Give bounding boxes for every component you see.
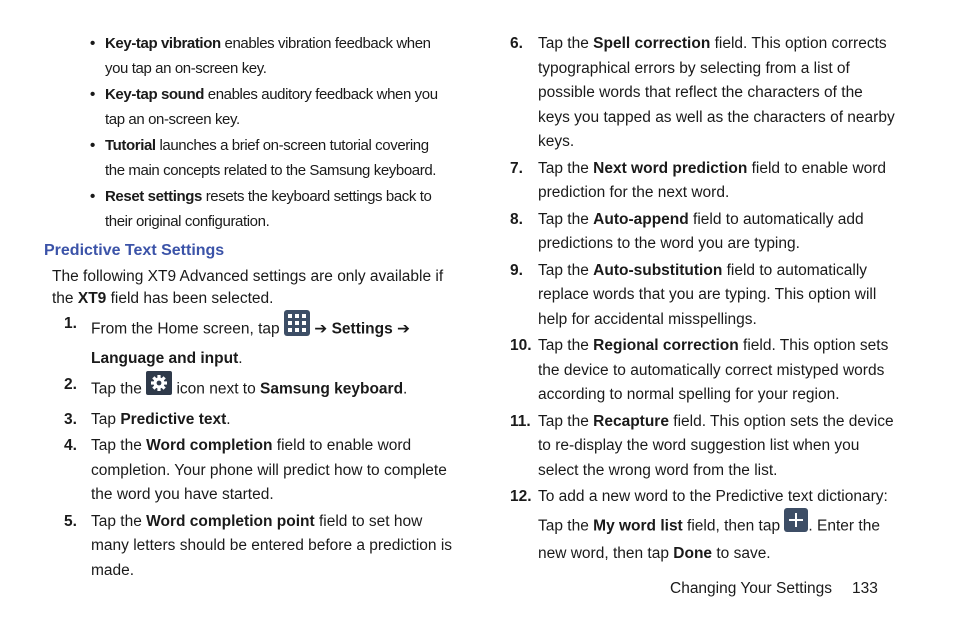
step-term: Auto-substitution (593, 261, 723, 279)
step-number: 12. (510, 488, 532, 505)
list-item (90, 185, 450, 234)
step-term: Auto-append (593, 210, 689, 228)
step-text: field. This option sets the device to automatically correct mistyped words according to normal spelling for your region. (538, 337, 889, 403)
step-text: icon next to (172, 380, 261, 398)
step-text: From the Home screen, tap (91, 320, 284, 338)
step-text: . (238, 349, 243, 367)
step-text: Tap the (91, 437, 147, 454)
bullet-term: Tutorial (105, 137, 156, 154)
list-item (90, 83, 450, 132)
arrow: ➔ (309, 320, 332, 338)
step-text: . (226, 410, 231, 428)
gear-icon (146, 371, 172, 404)
plus-icon (784, 508, 808, 541)
step-text: To add a new word to the Predictive text dictionary: Tap the (538, 488, 888, 534)
list-item (90, 32, 450, 81)
left-column (44, 32, 454, 585)
step-number: 8. (510, 210, 523, 228)
step-text: . Enter the new word, then tap (538, 516, 880, 562)
apps-grid-icon (284, 310, 310, 345)
step-text: Tap (91, 410, 121, 428)
bullet-term: Key-tap vibration (105, 35, 221, 52)
footer-chapter-title: Changing Your Settings (670, 580, 833, 597)
step-1 (44, 312, 454, 371)
step-text: Tap the (538, 337, 594, 354)
section-intro (52, 266, 454, 310)
step-term: Spell correction (593, 35, 711, 52)
step-text: field. This option sets the device to re-display the word suggestion list when you select the wrong word from the list. (538, 412, 894, 479)
section-heading: Predictive Text Settings (44, 242, 225, 259)
step-text: field to automatically replace words that you are typing. This option will help for accidental misspellings. (538, 261, 877, 328)
step-text: Tap the (538, 261, 594, 279)
step-text: Tap the (538, 210, 594, 228)
step-7 (510, 157, 898, 206)
bullet-text: enables auditory feedback when you tap an on-screen key. (105, 86, 438, 128)
step-text: field to enable word prediction for the next word. (538, 159, 887, 201)
bullet-dot: • (90, 35, 95, 52)
step-10 (510, 334, 898, 408)
step-number: 11. (510, 412, 531, 430)
list-item (90, 134, 450, 183)
step-3 (44, 408, 454, 433)
step-text: Tap the (538, 412, 594, 430)
step-term: Done (673, 545, 713, 562)
step-number: 5. (64, 512, 77, 530)
step-number: 1. (64, 315, 77, 332)
step-term: Predictive text (120, 410, 227, 428)
step-number: 9. (510, 261, 523, 279)
step-9 (510, 259, 898, 333)
step-term: Next word prediction (593, 159, 748, 177)
step-text: . (403, 380, 408, 398)
step-text: Tap the (91, 512, 147, 530)
step-5 (44, 510, 454, 584)
intro-term: XT9 (77, 290, 107, 307)
step-number: 6. (510, 35, 523, 52)
step-text: field to automatically add predictions to the word you are typing. (538, 210, 864, 252)
step-term: Settings (331, 320, 393, 338)
step-term: My word list (593, 516, 683, 534)
step-term: Samsung keyboard (260, 380, 404, 398)
step-text: Tap the (538, 35, 594, 52)
bullet-dot: • (90, 137, 95, 154)
step-8 (510, 208, 898, 257)
step-number: 10. (510, 337, 532, 354)
keyboard-options-list (90, 32, 450, 234)
step-12 (510, 485, 898, 567)
step-term: Word completion point (146, 512, 315, 530)
right-column (510, 32, 898, 569)
step-number: 2. (64, 376, 77, 393)
footer-page-number: 133 (852, 580, 878, 597)
step-text: field to set how many letters should be entered before a prediction is made. (91, 512, 453, 579)
step-11 (510, 410, 898, 484)
step-6 (510, 32, 898, 155)
step-text: field to enable word completion. Your phone will predict how to complete the word you have started. (91, 437, 447, 503)
bullet-term: Key-tap sound (105, 86, 204, 103)
bullet-text: enables vibration feedback when you tap an on-screen key. (105, 35, 431, 77)
step-number: 3. (64, 410, 77, 428)
bullet-text: launches a brief on-screen tutorial covering the main concepts related to the Samsung keyboard. (105, 137, 437, 179)
step-text: field. This option corrects typographical errors by selecting from a list of possible words that reflect the characters of the keys you tapped as well as the characters of nearby keys. (538, 35, 895, 150)
step-2 (44, 373, 454, 406)
step-text: to save. (712, 545, 771, 562)
bullet-dot: • (90, 188, 95, 205)
step-term: Recapture (593, 412, 669, 430)
step-term: Word completion (146, 437, 273, 454)
step-number: 4. (64, 437, 77, 454)
step-4 (44, 434, 454, 508)
step-term: Language and input (91, 349, 239, 367)
bullet-dot: • (90, 86, 95, 103)
bullet-term: Reset settings (105, 188, 202, 205)
step-text: Tap the (538, 159, 594, 177)
intro-text: field has been selected. (106, 290, 274, 307)
arrow: ➔ (392, 320, 411, 338)
step-number: 7. (510, 159, 523, 177)
bullet-text: resets the keyboard settings back to their original configuration. (105, 188, 432, 230)
intro-text: The following XT9 Advanced settings are only available if the (52, 268, 444, 307)
step-text: field, then tap (682, 516, 785, 534)
step-term: Regional correction (593, 337, 739, 354)
step-text: Tap the (91, 380, 147, 398)
